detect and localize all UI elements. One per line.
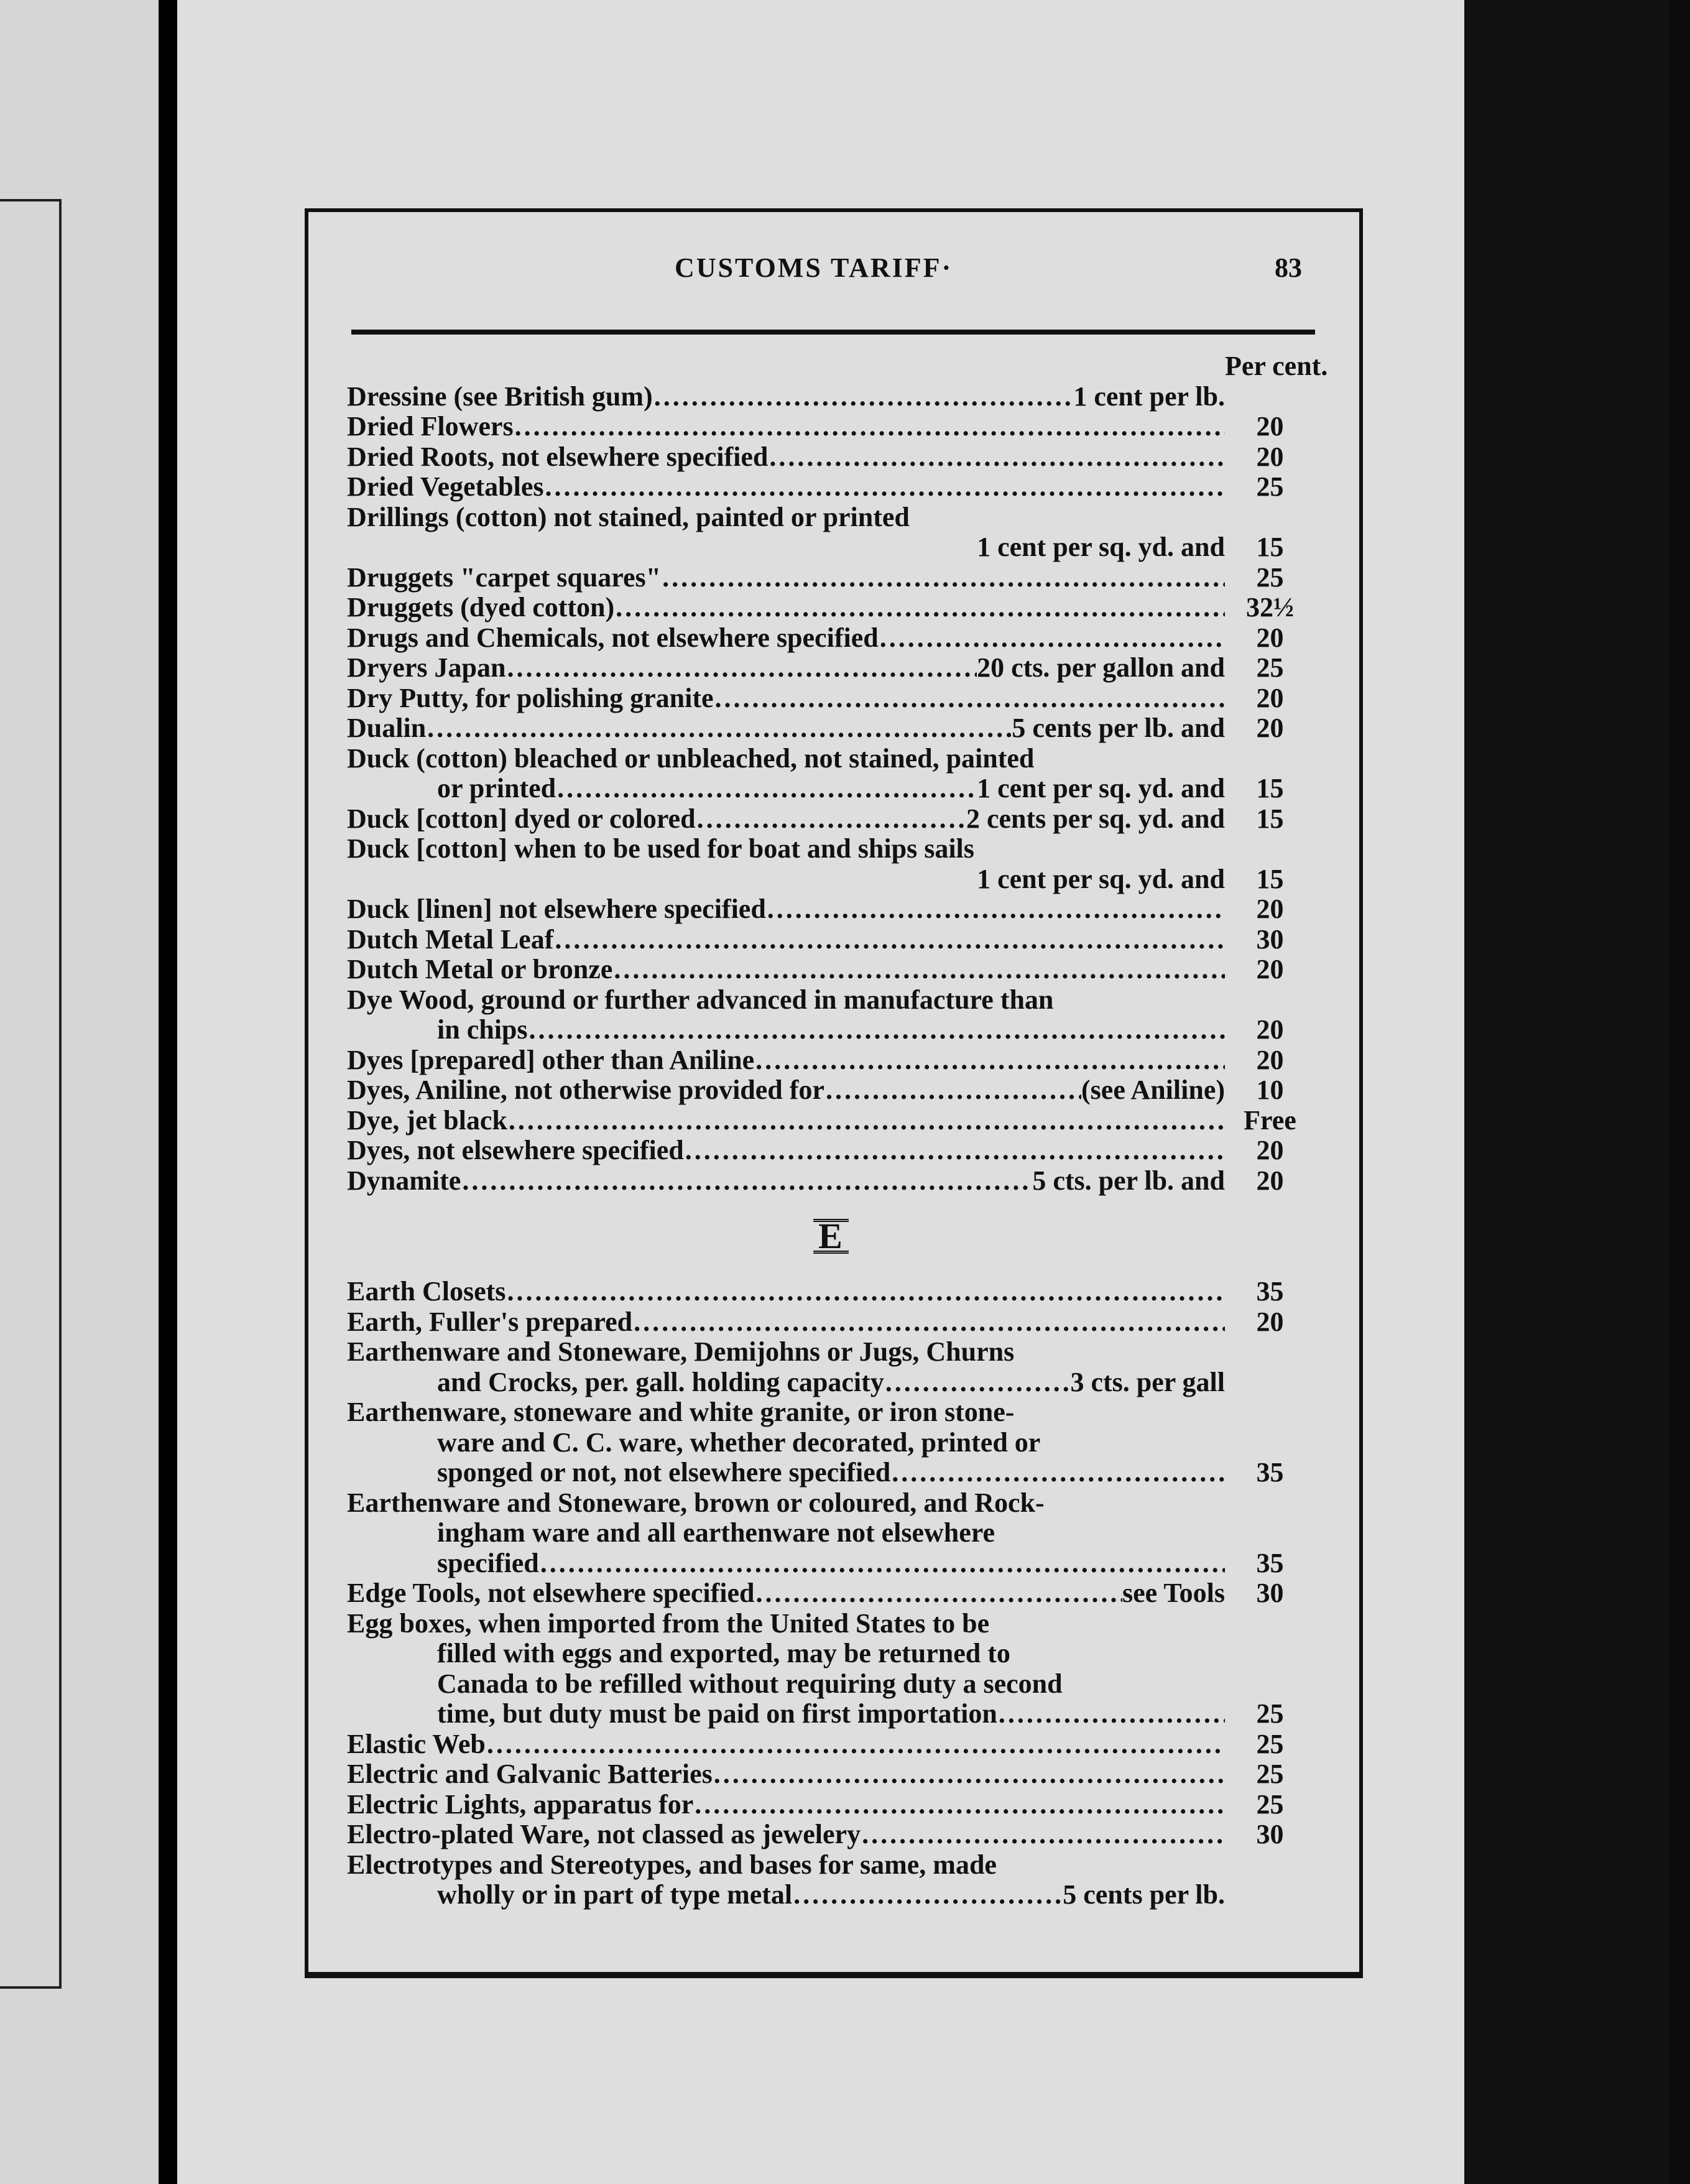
entry-label: Duck [cotton] when to be used for boat and ships sails (347, 834, 974, 864)
tariff-entry-row (347, 894, 1315, 925)
entry-percent: 25 (1256, 1728, 1284, 1759)
entry-text (347, 985, 1225, 1016)
leader-dots (556, 774, 977, 804)
entry-specific-rate: 1 cent per sq. yd. and (977, 864, 1225, 894)
tariff-entry-row (347, 744, 1315, 774)
leader-dots (426, 713, 1012, 744)
entry-text (347, 774, 1225, 804)
leader-dots (768, 442, 1225, 473)
entry-percent: 20 (1256, 682, 1284, 713)
entry-label: Egg boxes, when imported from the United States to be (347, 1608, 990, 1639)
entry-percent: 20 (1256, 1306, 1284, 1337)
entry-label: time, but duty must be paid on first importation (437, 1699, 997, 1729)
entry-percent (1225, 382, 1315, 412)
tariff-entry-row (347, 472, 1315, 502)
entry-text (347, 653, 1225, 683)
entry-percent: 32½ (1246, 592, 1294, 622)
leader-dots (661, 563, 1225, 593)
entry-percent: 20 (1256, 954, 1284, 984)
tariff-entry-row (347, 955, 1315, 985)
leader-dots (486, 1729, 1225, 1760)
entry-label: Electro-plated Ware, not classed as jewelery (347, 1820, 861, 1849)
entry-text (347, 683, 1225, 714)
tariff-entry-row (347, 653, 1315, 683)
entry-label: Druggets (dyed cotton) (347, 593, 615, 622)
entry-text (347, 1075, 1225, 1106)
entry-text (347, 382, 1225, 412)
entry-label: Dryers Japan (347, 653, 506, 683)
entry-label: Dutch Metal Leaf (347, 924, 554, 955)
entry-percent: 15 (1256, 532, 1284, 562)
entry-label: Earth Closets (347, 1277, 506, 1307)
leader-dots (506, 1277, 1225, 1307)
tariff-entry-row (347, 683, 1315, 714)
entry-text (347, 1669, 1225, 1700)
entry-percent (1225, 834, 1315, 864)
entry-label: Electric and Galvanic Batteries (347, 1759, 713, 1789)
leader-dots (461, 1166, 1032, 1196)
entry-text (347, 1307, 1225, 1338)
entry-percent: 25 (1256, 562, 1284, 593)
entry-label: Dyes [prepared] other than Aniline (347, 1045, 755, 1075)
tariff-entry-row (347, 1699, 1315, 1729)
section-letter-e: E (813, 1219, 849, 1254)
entry-label: Canada to be refilled without requiring duty a second (437, 1668, 1063, 1699)
entry-percent: 20 (1256, 1014, 1284, 1045)
leader-dots (792, 1880, 1063, 1910)
tariff-entry-row (347, 1136, 1315, 1166)
entry-text (347, 1578, 1225, 1609)
entry-percent: 20 (1256, 1165, 1284, 1196)
leader-dots (714, 683, 1225, 714)
tariff-entry-row (347, 1488, 1315, 1519)
entry-percent (1225, 1397, 1315, 1428)
tariff-entry-row (347, 502, 1315, 533)
entry-percent: 35 (1256, 1547, 1284, 1578)
tariff-entry-row (347, 1428, 1315, 1458)
entry-text (347, 1488, 1225, 1519)
entry-percent: Free (1244, 1104, 1296, 1136)
entry-percent (1225, 1518, 1315, 1548)
per-cent-column-header: Per cent. (1225, 351, 1328, 381)
entry-text (347, 713, 1225, 744)
entry-percent: 20 (1256, 411, 1284, 442)
tariff-entry-row (347, 1367, 1315, 1398)
entry-label: filled with eggs and exported, may be returned to (437, 1639, 1010, 1668)
leader-dots (997, 1699, 1225, 1729)
leader-dots (612, 955, 1225, 985)
tariff-entry-row (347, 1307, 1315, 1338)
entry-specific-rate: 5 cents per lb. (1063, 1880, 1225, 1910)
entry-label: Dyes, not elsewhere specified (347, 1136, 684, 1165)
entry-label: Dutch Metal or bronze (347, 955, 613, 984)
entry-specific-rate: 2 cents per sq. yd. and (966, 803, 1225, 834)
leader-dots (544, 472, 1225, 502)
tariff-entry-row (347, 563, 1315, 593)
entry-text (347, 623, 1225, 654)
tariff-entry-row (347, 1397, 1315, 1428)
facing-page-border (0, 199, 62, 1989)
entry-text (347, 1367, 1225, 1398)
entry-text (347, 593, 1225, 623)
entry-text (347, 1397, 1225, 1428)
entry-text (347, 1729, 1225, 1760)
entry-percent: 30 (1256, 1578, 1284, 1608)
entry-label: Dualin (347, 713, 427, 743)
entry-text (347, 1759, 1225, 1790)
leader-dots (653, 382, 1074, 412)
entry-label: wholly or in part of type metal (437, 1880, 793, 1910)
tariff-entry-row (347, 713, 1315, 744)
entry-text (347, 502, 1225, 533)
leader-dots (528, 1015, 1225, 1045)
tariff-entry-row (347, 1458, 1315, 1488)
entry-specific-rate: 1 cent per sq. yd. and (977, 774, 1225, 803)
entry-text (347, 563, 1225, 593)
leader-dots (754, 1045, 1225, 1076)
entry-text (347, 472, 1225, 502)
entry-text (347, 1790, 1225, 1820)
tariff-entry-row (347, 442, 1315, 473)
tariff-entry-row (347, 1075, 1315, 1106)
entry-label: specified (437, 1548, 539, 1578)
entry-percent: 25 (1256, 652, 1284, 683)
entry-percent: 35 (1256, 1276, 1284, 1307)
tariff-entry-row (347, 925, 1315, 955)
entry-percent: 35 (1256, 1457, 1284, 1488)
entry-percent: 25 (1256, 471, 1284, 502)
entry-text (347, 1699, 1225, 1729)
entry-text (347, 1428, 1225, 1458)
entry-percent: 10 (1256, 1075, 1284, 1105)
column-header-row (347, 351, 1328, 382)
entry-text (347, 1337, 1225, 1367)
entry-percent: 20 (1256, 1135, 1284, 1165)
leader-dots (684, 1136, 1225, 1166)
tariff-entry-row (347, 1518, 1315, 1548)
entry-label: sponged or not, not elsewhere specified (437, 1458, 891, 1488)
tariff-entry-row (347, 382, 1315, 412)
entry-label: Dressine (see British gum) (347, 381, 653, 412)
header-rule (351, 330, 1315, 335)
entry-percent: 25 (1256, 1788, 1284, 1820)
entry-label: or printed (437, 774, 556, 803)
entry-specific-rate: see Tools (1122, 1578, 1225, 1608)
leader-dots (539, 1548, 1225, 1579)
entry-text (347, 412, 1225, 442)
entry-percent: 20 (1256, 1044, 1284, 1075)
entry-text (347, 1277, 1225, 1307)
leader-dots (879, 623, 1225, 654)
entry-text (347, 1106, 1225, 1136)
tariff-entry-row (347, 1609, 1315, 1639)
tariff-entry-row (347, 1548, 1315, 1579)
tariff-entry-row (347, 623, 1315, 654)
entry-label: Earthenware and Stoneware, brown or coloured, and Rock- (347, 1488, 1045, 1518)
entry-label: Dynamite (347, 1165, 461, 1196)
tariff-entry-row (347, 1166, 1315, 1196)
entry-label: Dried Roots, not elsewhere specified (347, 442, 769, 472)
tariff-entry-row (347, 1015, 1315, 1045)
section-heading (347, 1196, 1315, 1277)
entry-text (347, 894, 1225, 925)
tariff-entries (347, 351, 1328, 1910)
leader-dots (696, 804, 966, 835)
entry-text (347, 1015, 1225, 1045)
entry-percent: 30 (1256, 1819, 1284, 1849)
leader-dots (890, 1458, 1225, 1488)
entry-specific-rate: 5 cts. per lb. and (1032, 1165, 1225, 1196)
tariff-entry-row (347, 834, 1315, 864)
tariff-entry-row (347, 1277, 1315, 1307)
entry-text (347, 864, 1225, 895)
tariff-entry-row (347, 1790, 1315, 1820)
entry-label: Edge Tools, not elsewhere specified (347, 1578, 755, 1608)
leader-dots (507, 1106, 1225, 1136)
entry-label: Electrotypes and Stereotypes, and bases for same, made (347, 1849, 997, 1880)
entry-text (347, 1045, 1225, 1076)
entry-text (347, 1639, 1225, 1669)
tariff-entry-row (347, 1106, 1315, 1136)
entry-text (347, 955, 1225, 985)
entry-percent: 25 (1256, 1698, 1284, 1729)
page-shadow (1464, 0, 1669, 2184)
tariff-entry-row (347, 1669, 1315, 1700)
entry-label: Electric Lights, apparatus for (347, 1789, 694, 1820)
entry-text (347, 834, 1225, 864)
tariff-entry-row (347, 532, 1315, 563)
tariff-entry-row (347, 774, 1315, 804)
leader-dots (884, 1367, 1071, 1398)
tariff-entry-row (347, 1639, 1315, 1669)
entry-label: Dye, jet black (347, 1105, 507, 1136)
entry-text (347, 1609, 1225, 1639)
page-number: 83 (1275, 252, 1302, 283)
entry-specific-rate: 20 cts. per gallon and (977, 653, 1225, 683)
leader-dots (755, 1578, 1122, 1609)
entry-label: Duck [cotton] dyed or colored (347, 803, 696, 834)
leader-dots (693, 1790, 1225, 1820)
entry-specific-rate: 1 cent per lb. (1073, 381, 1225, 412)
entry-percent (1225, 1367, 1315, 1398)
entry-label: in chips (437, 1015, 528, 1045)
tariff-entry-row (347, 412, 1315, 442)
leader-dots (713, 1759, 1225, 1790)
entry-label: Duck (cotton) bleached or unbleached, not stained, painted (347, 743, 1035, 774)
leader-dots (514, 412, 1225, 442)
running-head: CUSTOMS TARIFF· (675, 252, 953, 283)
entry-label: Dry Putty, for polishing granite (347, 683, 714, 713)
entry-percent: 20 (1256, 894, 1284, 924)
leader-dots (553, 925, 1225, 955)
tariff-entry-row (347, 1880, 1315, 1910)
entry-label: Duck [linen] not elsewhere specified (347, 894, 766, 924)
entry-percent: 20 (1256, 441, 1284, 472)
leader-dots (766, 894, 1225, 925)
entry-specific-rate: 3 cts. per gall (1070, 1367, 1225, 1397)
tariff-entry-row (347, 1337, 1315, 1367)
entry-percent: 15 (1256, 803, 1284, 834)
entry-text (347, 1458, 1225, 1488)
entry-percent: 15 (1256, 773, 1284, 803)
entry-label: Earthenware, stoneware and white granite, or iron stone- (347, 1397, 1015, 1427)
entry-text (347, 532, 1225, 563)
leader-dots (824, 1075, 1081, 1106)
entry-text (347, 442, 1225, 473)
tariff-entry-row (347, 864, 1315, 895)
leader-dots (614, 593, 1225, 623)
entry-percent: 20 (1256, 622, 1284, 653)
entry-label: Dye Wood, ground or further advanced in manufacture than (347, 984, 1054, 1015)
tariff-entry-row (347, 985, 1315, 1016)
tariff-entry-row (347, 1850, 1315, 1881)
entry-percent: 25 (1256, 1759, 1284, 1789)
entry-text (347, 804, 1225, 835)
entry-percent (1225, 1488, 1315, 1519)
tariff-entry-row (347, 593, 1315, 623)
entry-text (347, 1166, 1225, 1196)
entry-label: and Crocks, per. gall. holding capacity (437, 1367, 884, 1397)
leader-dots (632, 1307, 1225, 1338)
entry-percent: 30 (1256, 923, 1284, 955)
entry-percent (1225, 1669, 1315, 1700)
leader-dots (861, 1820, 1225, 1850)
entry-percent (1225, 502, 1315, 533)
entry-percent (1225, 1639, 1315, 1669)
entry-label: Dried Vegetables (347, 472, 544, 502)
tariff-entry-row (347, 1759, 1315, 1790)
entry-text (347, 744, 1225, 774)
book-gutter (159, 0, 177, 2184)
entries-section-e (347, 1277, 1315, 1910)
entry-specific-rate: (see Aniline) (1081, 1075, 1225, 1105)
tariff-entry-row (347, 1045, 1315, 1076)
entry-text (347, 1518, 1225, 1548)
entry-percent (1225, 985, 1315, 1016)
tariff-entry-row (347, 804, 1315, 835)
entry-label: ingham ware and all earthenware not elsewhere (437, 1518, 995, 1548)
entry-specific-rate: 1 cent per sq. yd. and (977, 532, 1225, 562)
entry-percent (1225, 1850, 1315, 1881)
leader-dots (506, 653, 977, 683)
facing-page-edge (0, 0, 159, 2184)
entry-percent: 15 (1256, 863, 1284, 894)
entry-label: Elastic Web (347, 1729, 486, 1759)
entry-label: Drillings (cotton) not stained, painted or printed (347, 502, 910, 532)
entry-text (347, 1136, 1225, 1166)
entry-percent (1225, 1880, 1315, 1910)
entry-label: Drugs and Chemicals, not elsewhere specified (347, 622, 879, 653)
entry-percent (1225, 1428, 1315, 1458)
tariff-entry-row (347, 1578, 1315, 1609)
tariff-page (177, 0, 1464, 2184)
entry-percent (1225, 744, 1315, 774)
entry-text (347, 1880, 1225, 1910)
entry-label: ware and C. C. ware, whether decorated, printed or (437, 1427, 1041, 1458)
entry-text (347, 1850, 1225, 1881)
tariff-entry-row (347, 1729, 1315, 1760)
entry-percent (1225, 1609, 1315, 1639)
tariff-entry-row (347, 1820, 1315, 1850)
entries-section-d (347, 382, 1315, 1196)
entry-percent: 20 (1256, 713, 1284, 743)
entry-text (347, 925, 1225, 955)
entry-text (347, 1820, 1225, 1850)
entry-label: Druggets "carpet squares" (347, 562, 662, 593)
entry-label: Dried Flowers (347, 412, 514, 442)
entry-percent (1225, 1337, 1315, 1367)
entry-label: Earthenware and Stoneware, Demijohns or Jugs, Churns (347, 1337, 1015, 1367)
entry-specific-rate: 5 cents per lb. and (1012, 713, 1225, 743)
entry-label: Dyes, Aniline, not otherwise provided for (347, 1075, 824, 1105)
entry-label: Earth, Fuller's prepared (347, 1307, 633, 1337)
entry-text (347, 1548, 1225, 1579)
